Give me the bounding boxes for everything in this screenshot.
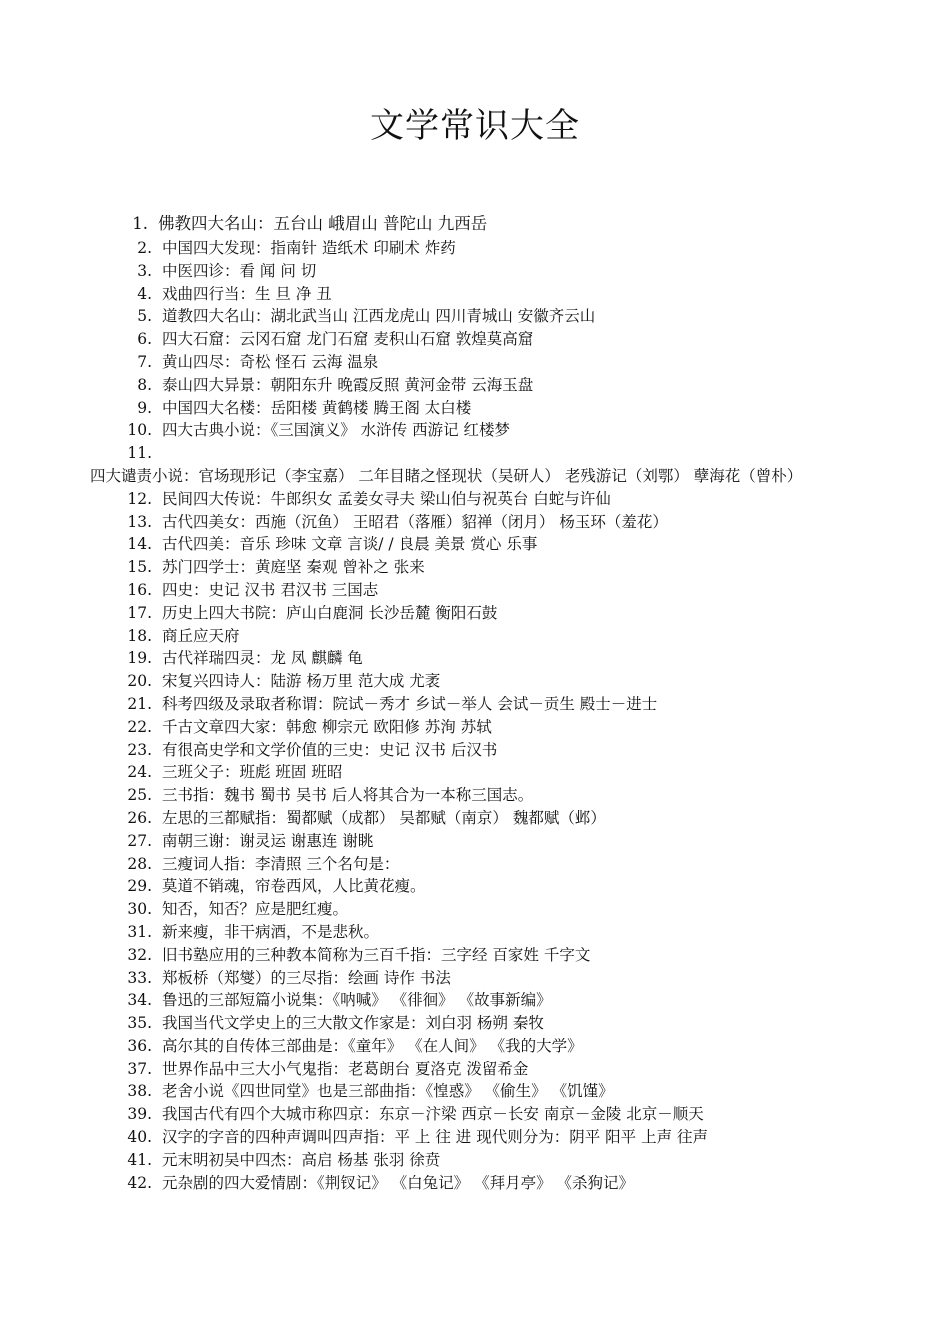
item-number: 32. [127,945,152,964]
list-item [90,944,870,967]
list-item [90,921,870,944]
list-item [90,305,870,328]
list-item [90,488,870,511]
item-text: 历史上四大书院：庐山白鹿洞 长沙岳麓 衡阳石鼓 [162,603,498,622]
item-number: 33. [127,968,152,987]
item-number: 15. [127,558,152,577]
item-text: 科考四级及录取者称谓：院试－秀才 乡试－举人 会试－贡生 殿士－进士 [162,694,658,713]
item-text: 莫道不销魂，帘卷西风，人比黄花瘦。 [162,877,426,896]
list-item [90,442,870,488]
page-title: 文学常识大全 [370,106,580,146]
literature-facts-list [90,212,870,1194]
item-number: 37. [127,1059,152,1078]
item-text: 南朝三谢：谢灵运 谢惠连 谢眺 [162,831,374,850]
item-number: 23. [127,740,152,759]
list-item [90,556,870,579]
item-number: 7. [137,352,152,371]
item-text: 有很高史学和文学价值的三史：史记 汉书 后汉书 [162,740,498,759]
item-number: 9. [137,398,152,417]
item-text: 鲁迅的三部短篇小说集：《呐喊》 《徘徊》 《故事新编》 [162,991,552,1010]
item-text: 宋复兴四诗人：陆游 杨万里 范大成 尤袤 [162,672,441,691]
list-item [90,260,870,283]
item-number: 12. [127,489,152,508]
item-text: 道教四大名山：湖北武当山 江西龙虎山 四川青城山 安徽齐云山 [162,307,596,326]
list-item [90,693,870,716]
list-item [90,1126,870,1149]
list-item [90,511,870,534]
item-text: 三瘦词人指：李清照 三个名句是： [162,854,400,873]
item-number: 36. [127,1036,152,1055]
item-text: 泰山四大异景：朝阳东升 晚霞反照 黄河金带 云海玉盘 [162,375,534,394]
item-text: 左思的三都赋指：蜀都赋（成都） 吴都赋（南京） 魏都赋（邺） [162,808,606,827]
item-number: 25. [127,786,152,805]
item-text: 旧书塾应用的三种教本简称为三百千指：三字经 百家姓 千字文 [162,945,591,964]
list-item [90,374,870,397]
item-text: 中医四诊：看 闻 问 切 [162,261,317,280]
list-item [90,647,870,670]
list-item [90,1172,870,1195]
item-text: 苏门四学士：黄庭坚 秦观 曾补之 张来 [162,558,425,577]
list-item [90,351,870,374]
item-text: 黄山四尽：奇松 怪石 云海 温泉 [162,352,379,371]
item-number: 31. [127,922,152,941]
list-item [90,397,870,420]
item-text: 我国当代文学史上的三大散文作家是：刘白羽 杨朔 秦牧 [162,1014,544,1033]
item-number: 17. [127,603,152,622]
list-item [90,1149,870,1172]
item-text: 知否，知否？应是肥红瘦。 [162,900,349,919]
item-number: 18. [127,626,152,645]
item-number: 40. [127,1128,152,1147]
item-text: 古代四美：音乐 珍味 文章 言谈/ / 良晨 美景 赏心 乐事 [162,535,538,554]
item-number: 20. [127,672,152,691]
item-text: 四大古典小说：《三国演义》 水浒传 西游记 红楼梦 [162,421,511,440]
item-text: 郑板桥（郑燮）的三尽指：绘画 诗作 书法 [162,968,451,987]
list-item [90,716,870,739]
item-text: 四史：史记 汉书 君汉书 三国志 [162,580,379,599]
item-text: 四大石窟：云冈石窟 龙门石窟 麦积山石窟 敦煌莫高窟 [162,330,534,349]
item-number: 24. [127,763,152,782]
list-item [90,830,870,853]
list-item [90,533,870,556]
list-item [90,898,870,921]
item-number: 3. [137,261,152,280]
list-item [90,237,870,260]
item-number: 13. [127,512,152,531]
item-text: 元杂剧的四大爱情剧：《荆钗记》 《白兔记》 《拜月亭》 《杀狗记》 [162,1173,635,1192]
item-text: 三书指：魏书 蜀书 吴书 后人将其合为一本称三国志。 [162,786,534,805]
item-number: 5. [137,307,152,326]
list-item [90,1103,870,1126]
list-item [90,1035,870,1058]
item-text: 四大谴责小说：官场现形记（李宝嘉） 二年目睹之怪现状（吴研人） 老残游记（刘鄂） 孽海花（曾朴） [90,466,803,485]
list-item [90,739,870,762]
item-text: 古代祥瑞四灵：龙 凤 麒麟 龟 [162,649,363,668]
item-text: 佛教四大名山：五台山 峨眉山 普陀山 九西岳 [158,214,488,233]
list-item [90,283,870,306]
item-text: 戏曲四行当：生 旦 净 丑 [162,284,332,303]
item-number: 1. [132,214,148,233]
item-number: 26. [127,808,152,827]
item-number: 10. [127,421,152,440]
item-number: 35. [127,1014,152,1033]
list-item [90,875,870,898]
item-text: 元末明初吴中四杰：高启 杨基 张羽 徐贲 [162,1150,441,1169]
list-item [90,1058,870,1081]
item-number: 28. [127,854,152,873]
list-item [90,989,870,1012]
list-item [90,853,870,876]
list-item [90,212,870,236]
item-number: 11. [127,444,152,463]
item-number: 8. [137,375,152,394]
item-number: 14. [127,535,152,554]
item-text: 汉字的字音的四种声调叫四声指：平 上 往 进 现代则分为：阴平 阳平 上声 往声 [162,1128,708,1147]
item-text: 商丘应天府 [162,626,240,645]
list-item [90,761,870,784]
item-number: 6. [137,330,152,349]
list-item [90,784,870,807]
item-number: 29. [127,877,152,896]
item-text: 三班父子：班彪 班固 班昭 [162,763,343,782]
item-text: 古代四美女：西施（沉鱼） 王昭君（落雁）貂禅（闭月） 杨玉环（羞花） [162,512,668,531]
item-number: 39. [127,1105,152,1124]
item-number: 16. [127,580,152,599]
item-number: 41. [127,1150,152,1169]
item-text: 千古文章四大家：韩愈 柳宗元 欧阳修 苏洵 苏轼 [162,717,492,736]
item-number: 34. [127,991,152,1010]
list-item [90,625,870,648]
item-number: 30. [127,900,152,919]
item-text: 世界作品中三大小气鬼指：老葛朗台 夏洛克 泼留希金 [162,1059,529,1078]
list-item [90,807,870,830]
item-number: 38. [127,1082,152,1101]
item-text: 新来瘦，非干病酒，不是悲秋。 [162,922,380,941]
item-number: 22. [127,717,152,736]
item-number: 27. [127,831,152,850]
list-item [90,1080,870,1103]
list-item [90,579,870,602]
item-text: 中国四大名楼：岳阳楼 黄鹤楼 腾王阁 太白楼 [162,398,472,417]
list-item [90,670,870,693]
item-number: 42. [127,1173,152,1192]
item-number: 21. [127,694,152,713]
list-item [90,419,870,442]
item-number: 2. [137,239,152,257]
list-item [90,602,870,625]
list-item [90,1012,870,1035]
item-number: 19. [127,649,152,668]
item-text: 中国四大发现：指南针 造纸术 印刷术 炸药 [162,239,456,257]
list-item [90,328,870,351]
item-text: 高尔其的自传体三部曲是：《童年》 《在人间》 《我的大学》 [162,1036,583,1055]
item-text: 我国古代有四个大城市称四京：东京－汴梁 西京－长安 南京－金陵 北京－顺天 [162,1105,704,1124]
list-item [90,967,870,990]
item-text: 老舍小说《四世同堂》也是三部曲指：《惶惑》 《偷生》 《饥馑》 [162,1082,614,1101]
item-number: 4. [137,284,152,303]
item-text: 民间四大传说：牛郎织女 孟姜女寻夫 梁山伯与祝英台 白蛇与许仙 [162,489,611,508]
